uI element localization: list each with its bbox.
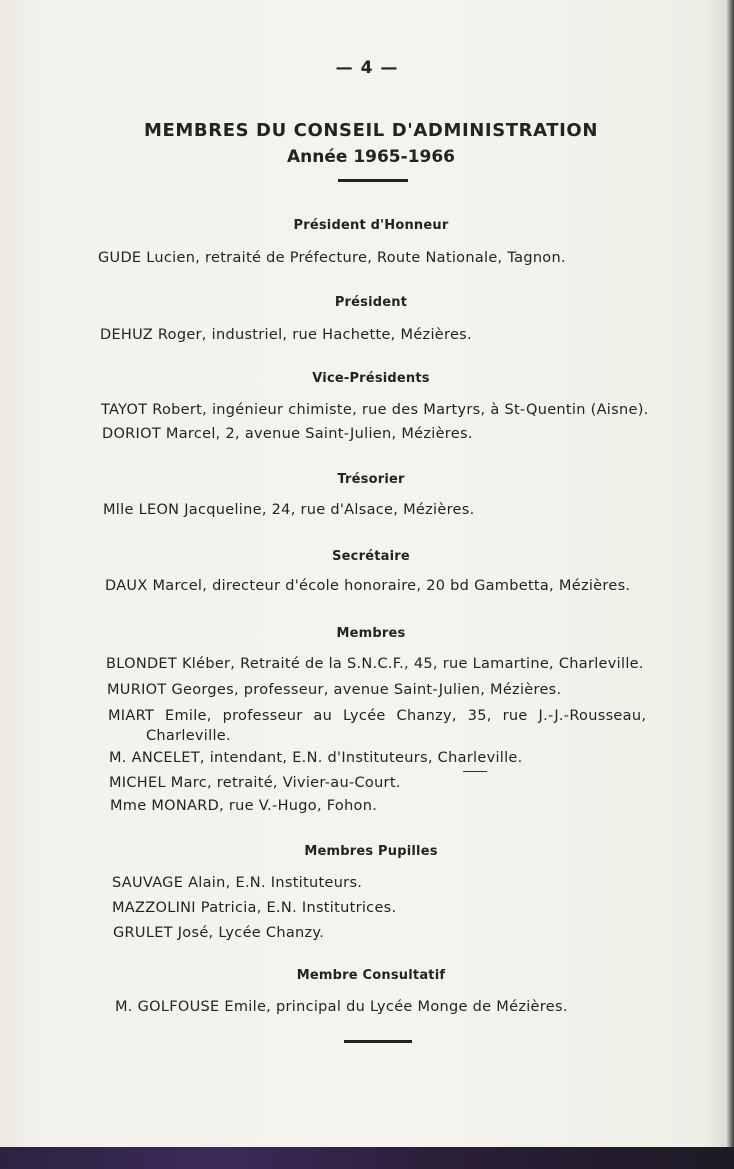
- section-heading-membres-pupilles: Membres Pupilles: [304, 844, 438, 859]
- member-entry-continuation: Charleville.: [146, 728, 231, 744]
- section-heading-membres: Membres: [336, 626, 406, 641]
- page-edge-shadow: [727, 0, 734, 1169]
- member-entry: SAUVAGE Alain, E.N. Instituteurs.: [112, 875, 363, 891]
- member-entry: MIART Emile, professeur au Lycée Chanzy, 35, rue J.-J.-Rousseau,: [108, 708, 647, 724]
- member-entry: M. GOLFOUSE Emile, principal du Lycée Monge de Mézières.: [115, 999, 568, 1015]
- title-divider: [338, 179, 408, 182]
- section-heading-president: Président: [334, 295, 408, 310]
- scan-bottom-strip: [0, 1147, 734, 1169]
- member-entry: DORIOT Marcel, 2, avenue Saint-Julien, Mézières.: [102, 426, 473, 442]
- section-heading-membre-consultatif: Membre Consultatif: [296, 968, 446, 983]
- page-subtitle: Année 1965-1966: [286, 147, 456, 167]
- member-entry: MAZZOLINI Patricia, E.N. Institutrices.: [112, 900, 397, 916]
- member-entry: BLONDET Kléber, Retraité de la S.N.C.F., 45, rue Lamartine, Charleville.: [106, 656, 644, 672]
- member-entry: DEHUZ Roger, industriel, rue Hachette, Mézières.: [100, 327, 472, 343]
- member-entry: GRULET José, Lycée Chanzy.: [113, 925, 325, 941]
- member-entry: MICHEL Marc, retraité, Vivier-au-Court.: [109, 775, 401, 791]
- member-entry: TAYOT Robert, ingénieur chimiste, rue des Martyrs, à St-Quentin (Aisne).: [101, 402, 649, 418]
- member-entry: Mlle LEON Jacqueline, 24, rue d'Alsace, Mézières.: [103, 502, 475, 518]
- page-title: MEMBRES DU CONSEIL D'ADMINISTRATION: [144, 120, 598, 141]
- section-heading-secretaire: Secrétaire: [332, 549, 410, 564]
- margin-dash: [463, 771, 487, 772]
- member-entry: M. ANCELET, intendant, E.N. d'Instituteurs, Charleville.: [109, 750, 523, 766]
- member-entry: MURIOT Georges, professeur, avenue Saint-Julien, Mézières.: [107, 682, 562, 698]
- page-number: — 4 —: [335, 58, 399, 78]
- member-entry: GUDE Lucien, retraité de Préfecture, Route Nationale, Tagnon.: [98, 250, 566, 266]
- member-entry: Mme MONARD, rue V.-Hugo, Fohon.: [110, 798, 378, 814]
- section-heading-tresorier: Trésorier: [337, 472, 405, 487]
- section-heading-president-honneur: Président d'Honneur: [293, 218, 449, 233]
- member-entry: DAUX Marcel, directeur d'école honoraire, 20 bd Gambetta, Mézières.: [105, 578, 631, 594]
- closing-divider: [344, 1040, 412, 1043]
- section-heading-vice-presidents: Vice-Présidents: [312, 371, 430, 386]
